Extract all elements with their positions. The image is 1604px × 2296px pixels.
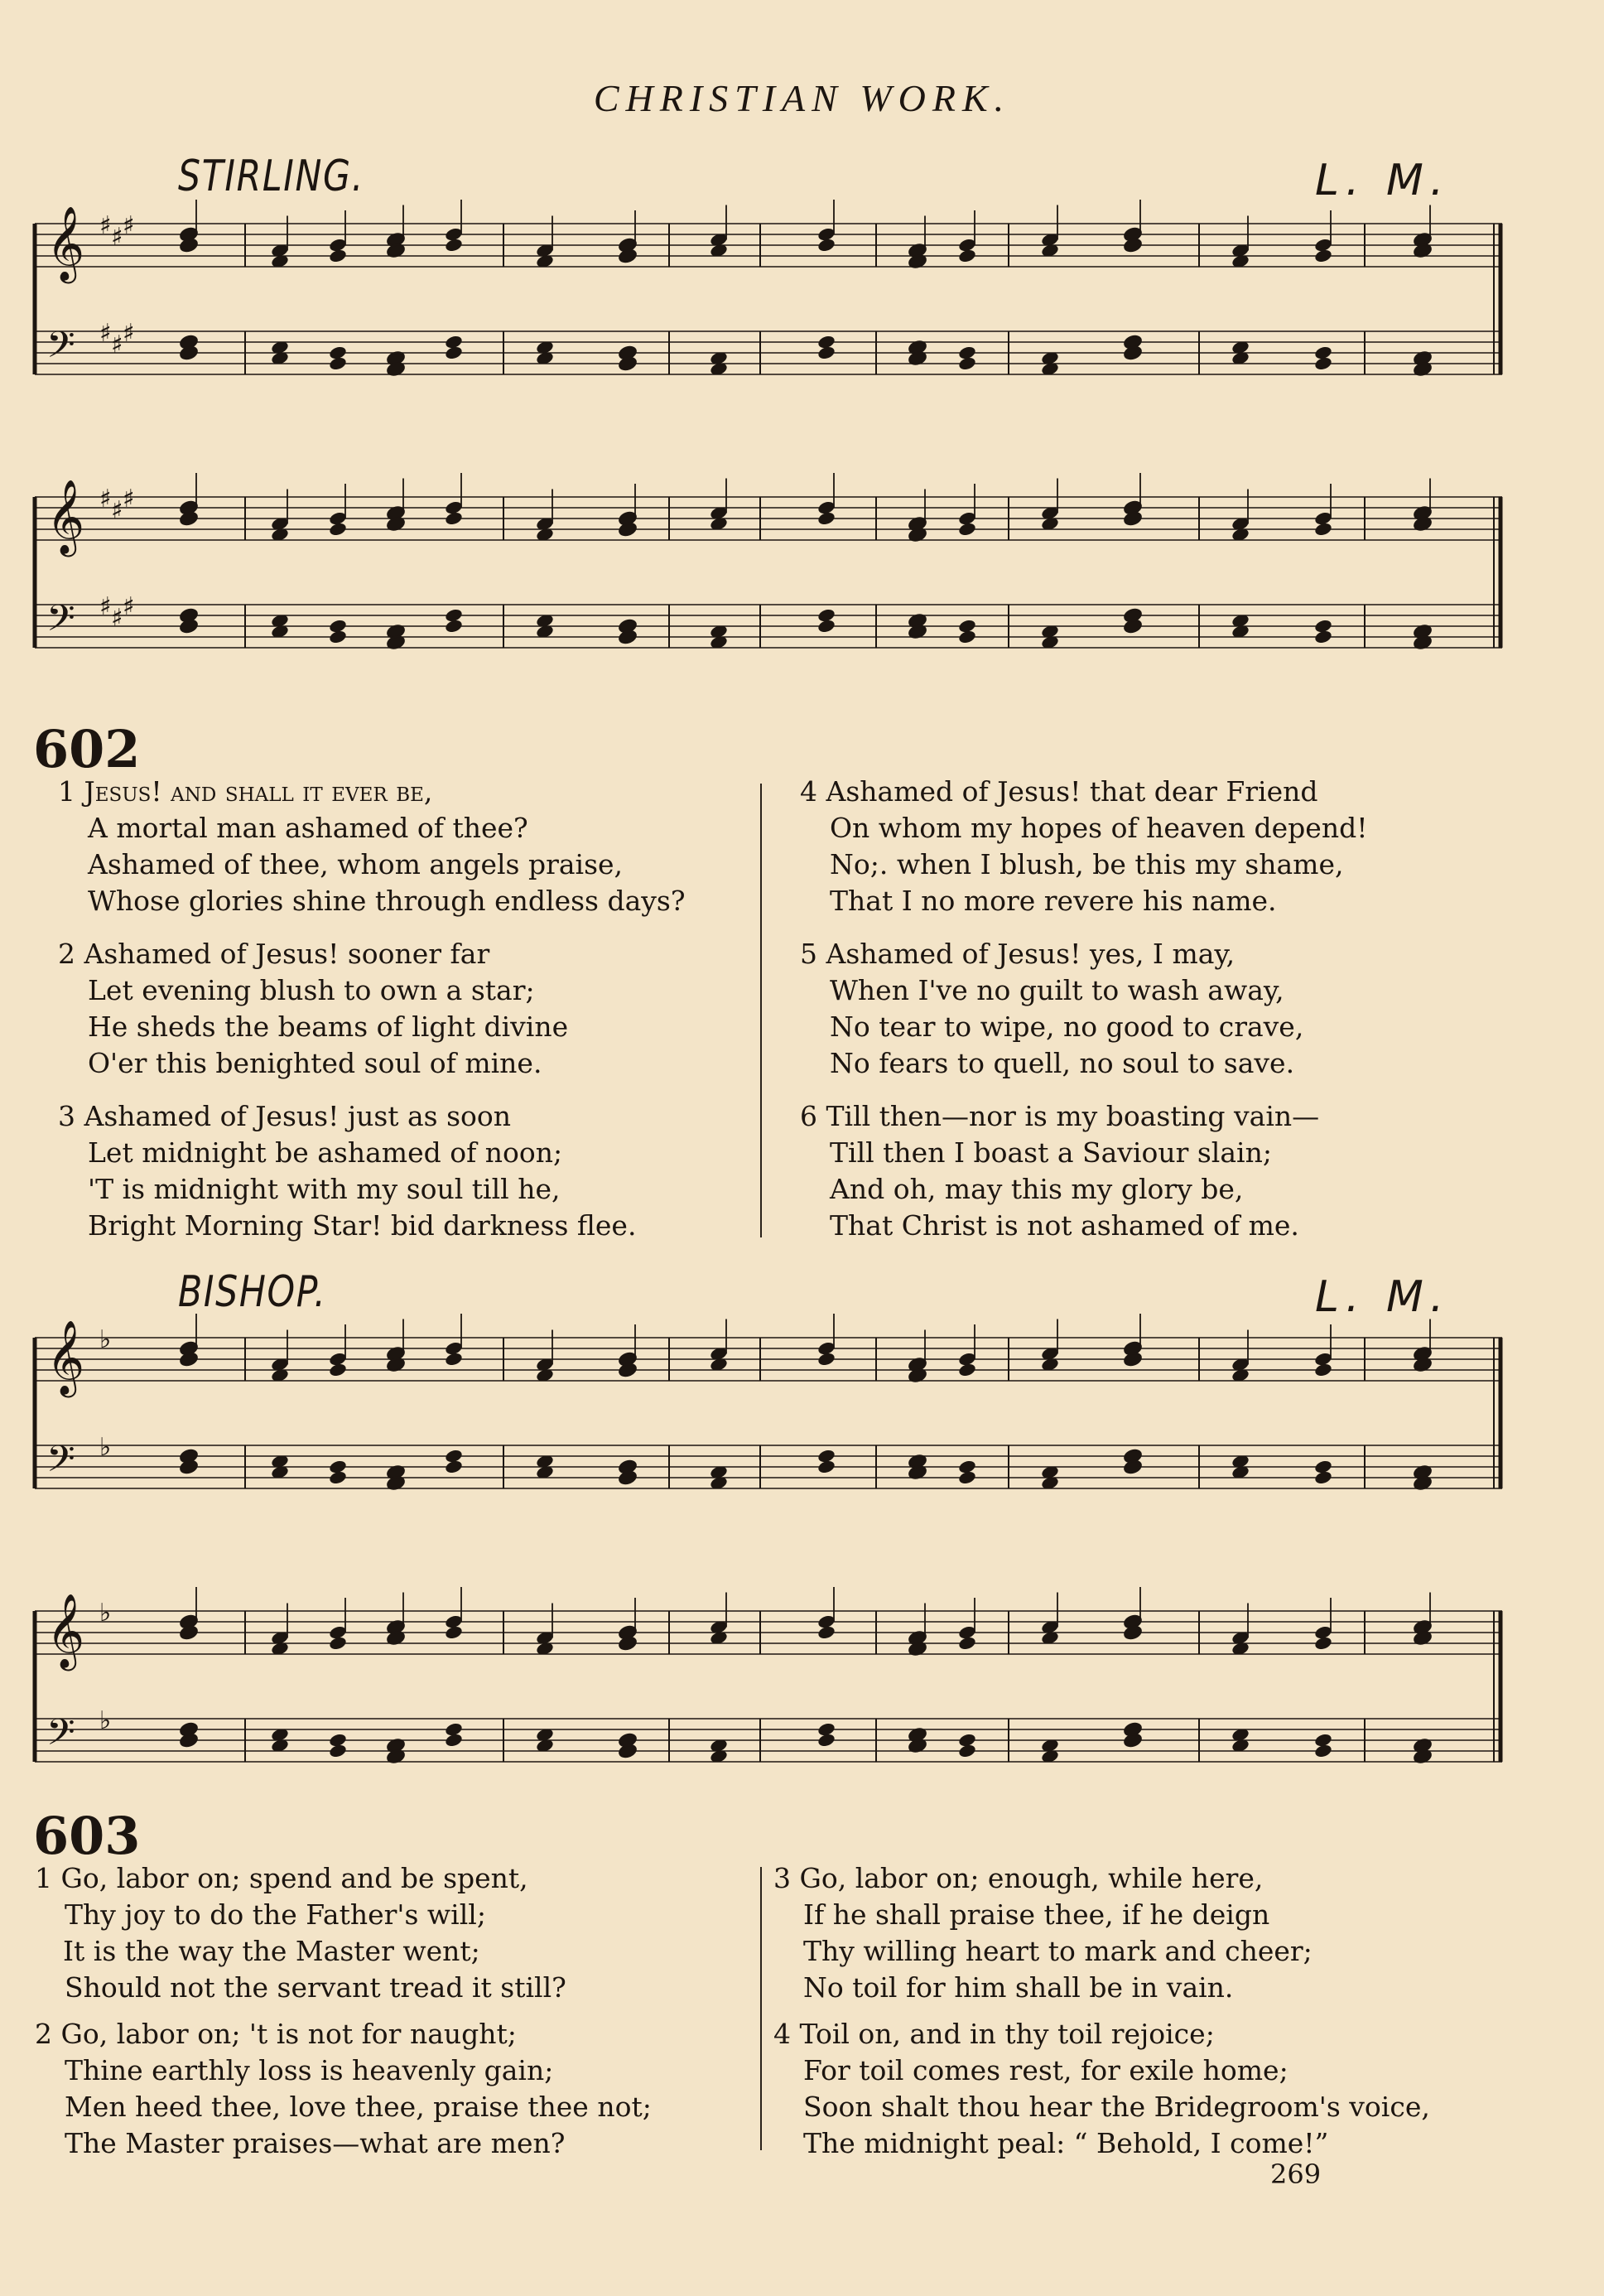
running-head: CHRISTIAN WORK. bbox=[593, 77, 1011, 119]
stanza-line: Bright Morning Star! bid darkness flee. bbox=[88, 1209, 637, 1242]
column-divider bbox=[760, 784, 762, 1237]
bass-clef-icon: 𝄢 bbox=[46, 1710, 75, 1763]
stanza-line: When I've no guilt to wash away, bbox=[830, 974, 1284, 1006]
note-head bbox=[328, 1362, 347, 1377]
note-head bbox=[957, 1362, 976, 1377]
stanza-line: O'er this benighted soul of mine. bbox=[88, 1047, 542, 1079]
stanza-text: Till then—nor is my boasting vain— bbox=[826, 1100, 1320, 1132]
stanza-number: 6 bbox=[800, 1100, 817, 1132]
stanza-line bbox=[800, 936, 1529, 972]
note-head bbox=[328, 1743, 347, 1758]
stanza-line: A mortal man ashamed of thee? bbox=[88, 812, 528, 844]
stanza bbox=[58, 1098, 770, 1244]
column-divider bbox=[760, 1867, 762, 2150]
stanza-column-left bbox=[58, 774, 770, 1244]
stanza-line: The midnight peal: “ Behold, I come!” bbox=[803, 2127, 1329, 2159]
meter: L. M. bbox=[1315, 1272, 1451, 1322]
stanza-line: If he shall praise thee, if he deign bbox=[803, 1898, 1270, 1931]
stanza bbox=[58, 774, 770, 919]
stanza bbox=[35, 1860, 755, 2006]
treble-clef-icon: 𝄞 bbox=[46, 206, 85, 281]
note-head bbox=[328, 1469, 347, 1485]
treble-clef-icon: 𝄞 bbox=[46, 1320, 85, 1395]
bass-clef-icon: 𝄢 bbox=[46, 323, 75, 375]
sharp-icon: ♯ bbox=[123, 319, 135, 348]
stanza-number: 3 bbox=[773, 1862, 791, 1894]
sharp-icon: ♯ bbox=[111, 604, 123, 633]
note-head bbox=[816, 618, 836, 634]
music-system-3 bbox=[31, 1313, 1505, 1553]
note-head bbox=[1313, 521, 1332, 537]
stanza-line bbox=[58, 774, 770, 810]
sharp-icon: ♯ bbox=[123, 211, 135, 240]
note-head bbox=[1313, 1362, 1332, 1377]
stanza-text: Go, labor on; enough, while here, bbox=[799, 1862, 1264, 1894]
flat-icon: ♭ bbox=[99, 1433, 112, 1462]
note-head bbox=[1313, 355, 1332, 371]
stanza bbox=[773, 2016, 1519, 2162]
stanza bbox=[800, 1098, 1529, 1244]
stanza-text: Go, labor on; 't is not for naught; bbox=[60, 2018, 517, 2050]
stanza-line bbox=[800, 774, 1529, 810]
stanza-number: 2 bbox=[35, 2018, 52, 2050]
hymn-number: 603 bbox=[33, 1806, 141, 1866]
note-head bbox=[957, 355, 976, 371]
music-system-1 bbox=[31, 199, 1505, 439]
music-system-4 bbox=[31, 1586, 1505, 1826]
stanza-line bbox=[35, 1860, 755, 1897]
music-system-2 bbox=[31, 472, 1505, 712]
stanza-line bbox=[58, 1098, 770, 1135]
sharp-icon: ♯ bbox=[111, 496, 123, 525]
page-number: 269 bbox=[1270, 2159, 1322, 2190]
stanza-line: Let evening blush to own a star; bbox=[88, 974, 535, 1006]
note-head bbox=[816, 237, 836, 253]
stanza-line bbox=[58, 936, 770, 972]
stanza-line: For toil comes rest, for exile home; bbox=[803, 2054, 1288, 2086]
stanza-line: Thy joy to do the Father's will; bbox=[65, 1898, 486, 1931]
sharp-icon: ♯ bbox=[123, 485, 135, 514]
meter: L. M. bbox=[1315, 156, 1451, 205]
tune-name: STIRLING. bbox=[178, 152, 364, 201]
note-head bbox=[957, 1635, 976, 1651]
stanza bbox=[58, 936, 770, 1082]
stanza-number: 2 bbox=[58, 938, 75, 970]
note-head bbox=[957, 248, 976, 263]
stanza-line: Soon shalt thou hear the Bridegroom's voice, bbox=[803, 2091, 1430, 2123]
stanza-text: Ashamed of Jesus! yes, I may, bbox=[826, 938, 1236, 970]
tune-name: BISHOP. bbox=[178, 1267, 327, 1317]
stanza bbox=[800, 936, 1529, 1082]
stanza-text: Ashamed of Jesus! sooner far bbox=[84, 938, 490, 970]
note-head bbox=[957, 1743, 976, 1758]
sharp-icon: ♯ bbox=[99, 485, 112, 514]
stanza-line: Till then I boast a Saviour slain; bbox=[830, 1136, 1272, 1169]
stanza-text: Toil on, and in thy toil rejoice; bbox=[799, 2018, 1215, 2050]
stanza-number: 3 bbox=[58, 1100, 75, 1132]
stanza-column-right bbox=[773, 1860, 1519, 2162]
stanza-line: No fears to quell, no soul to save. bbox=[830, 1047, 1295, 1079]
stanza-line: Should not the servant tread it still? bbox=[65, 1971, 566, 2004]
stanza-number: 5 bbox=[800, 938, 817, 970]
stanza-line: He sheds the beams of light divine bbox=[88, 1011, 569, 1043]
stanza-line: And oh, may this my glory be, bbox=[830, 1173, 1244, 1205]
stanza-line bbox=[773, 1860, 1519, 1897]
stanza-line: It is the way the Master went; bbox=[63, 1935, 480, 1967]
stanza-number: 4 bbox=[773, 2018, 791, 2050]
stanza-text: Go, labor on; spend and be spent, bbox=[60, 1862, 528, 1894]
note-head bbox=[957, 521, 976, 537]
stanza-line bbox=[35, 2016, 755, 2052]
stanza-column-left bbox=[35, 1860, 755, 2162]
stanza-line: 'T is midnight with my soul till he, bbox=[88, 1173, 561, 1205]
note-head bbox=[444, 1624, 463, 1640]
stanza-line bbox=[800, 1098, 1529, 1135]
stanza-line: Thine earthly loss is heavenly gain; bbox=[65, 2054, 554, 2086]
note-head bbox=[444, 510, 463, 526]
note-head bbox=[444, 1732, 463, 1748]
note-head bbox=[816, 1624, 836, 1640]
note-head bbox=[444, 618, 463, 634]
note-head bbox=[328, 629, 347, 644]
sharp-icon: ♯ bbox=[111, 330, 123, 359]
stanza bbox=[35, 2016, 755, 2162]
note-head bbox=[328, 1635, 347, 1651]
note-head bbox=[816, 1351, 836, 1367]
note-head bbox=[1313, 629, 1332, 644]
stanza-text: Jesus! and shall it ever be, bbox=[84, 775, 433, 808]
bass-clef-icon: 𝄢 bbox=[46, 1437, 75, 1489]
note-head bbox=[328, 355, 347, 371]
stanza-line: The Master praises—what are men? bbox=[65, 2127, 566, 2159]
stanza-line: Let midnight be ashamed of noon; bbox=[88, 1136, 563, 1169]
note-head bbox=[328, 248, 347, 263]
stanza-line: That I no more revere his name. bbox=[830, 885, 1277, 917]
sharp-icon: ♯ bbox=[99, 592, 112, 621]
note-head bbox=[957, 629, 976, 644]
stanza-line: On whom my hopes of heaven depend! bbox=[830, 812, 1368, 844]
hymn-number: 602 bbox=[33, 719, 141, 779]
sharp-icon: ♯ bbox=[99, 319, 112, 348]
note-head bbox=[816, 1732, 836, 1748]
stanza-text: Ashamed of Jesus! just as soon bbox=[84, 1100, 512, 1132]
note-head bbox=[816, 510, 836, 526]
stanza-line: No tear to wipe, no good to crave, bbox=[830, 1011, 1304, 1043]
stanza-line: Ashamed of thee, whom angels praise, bbox=[88, 848, 624, 880]
bass-clef-icon: 𝄢 bbox=[46, 596, 75, 649]
stanza-text: Ashamed of Jesus! that dear Friend bbox=[826, 775, 1318, 808]
note-head bbox=[1313, 1635, 1332, 1651]
sharp-icon: ♯ bbox=[123, 592, 135, 621]
note-head bbox=[444, 345, 463, 360]
stanza bbox=[800, 774, 1529, 919]
note-head bbox=[1313, 1469, 1332, 1485]
flat-icon: ♭ bbox=[99, 1325, 112, 1354]
note-head bbox=[1313, 1743, 1332, 1758]
treble-clef-icon: 𝄞 bbox=[46, 1594, 85, 1668]
treble-clef-icon: 𝄞 bbox=[46, 480, 85, 554]
stanza-number: 1 bbox=[35, 1862, 52, 1894]
stanza bbox=[773, 1860, 1519, 2006]
sharp-icon: ♯ bbox=[111, 223, 123, 252]
note-head bbox=[328, 521, 347, 537]
stanza-line: No toil for him shall be in vain. bbox=[803, 1971, 1234, 2004]
flat-icon: ♭ bbox=[99, 1599, 112, 1628]
stanza-line: That Christ is not ashamed of me. bbox=[830, 1209, 1299, 1242]
flat-icon: ♭ bbox=[99, 1706, 112, 1735]
stanza-number: 4 bbox=[800, 775, 817, 808]
stanza-line bbox=[773, 2016, 1519, 2052]
stanza-line: No;. when I blush, be this my shame, bbox=[830, 848, 1344, 880]
stanza-line: Whose glories shine through endless days? bbox=[88, 885, 686, 917]
note-head bbox=[444, 237, 463, 253]
stanza-line: Thy willing heart to mark and cheer; bbox=[803, 1935, 1313, 1967]
note-head bbox=[1313, 248, 1332, 263]
note-head bbox=[444, 1351, 463, 1367]
stanza-line: Men heed thee, love thee, praise thee not; bbox=[65, 2091, 652, 2123]
stanza-number: 1 bbox=[58, 775, 75, 808]
note-head bbox=[816, 1459, 836, 1474]
note-head bbox=[444, 1459, 463, 1474]
note-head bbox=[816, 345, 836, 360]
stanza-column-right bbox=[800, 774, 1529, 1244]
sharp-icon: ♯ bbox=[99, 211, 112, 240]
note-head bbox=[957, 1469, 976, 1485]
